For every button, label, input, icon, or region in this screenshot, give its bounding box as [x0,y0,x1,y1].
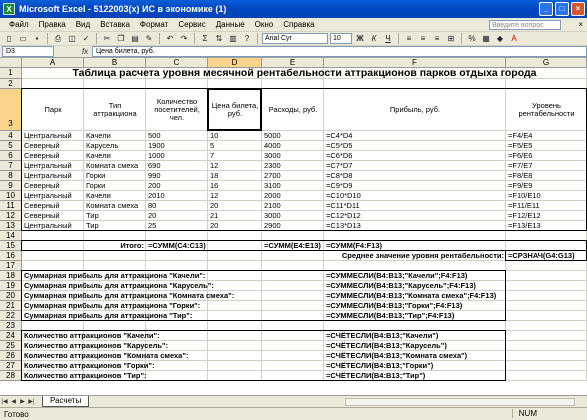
column-header-f[interactable]: F [324,58,506,68]
table-cell[interactable]: 2700 [264,171,281,180]
copy-icon[interactable]: ❐ [117,33,125,43]
row-header-18[interactable]: 18 [0,271,22,281]
menu-tools[interactable]: Сервис [178,20,206,29]
count-label[interactable]: Количество аттракционов "Качели": [24,331,160,340]
undo-icon[interactable]: ↶ [166,33,174,43]
table-cell[interactable]: 2000 [264,191,281,200]
table-cell[interactable]: Карусель [86,141,119,150]
sheet-tabs-bar [0,395,587,407]
format-painter-icon[interactable]: ✎ [145,33,153,43]
table-cell[interactable]: Тир [86,221,99,230]
table-cell[interactable]: Качели [86,131,111,140]
count-label[interactable]: Количество аттракционов "Карусель": [24,341,169,350]
excel-icon: X [3,3,15,15]
num-lock-indicator: NUM [512,409,537,418]
count-formula[interactable]: =СЧЁТЕСЛИ(B4:B13;"Тир") [326,371,426,380]
column-header-b[interactable]: B [84,58,146,68]
table-cell[interactable]: =C5*D5 [326,141,353,150]
table-cell[interactable]: =C11*D11 [326,201,360,210]
header-cell[interactable]: Тип аттракциона [93,100,137,118]
sheet-tab-calculations[interactable]: Расчеты [42,396,89,407]
merge-icon[interactable]: ⊞ [447,33,455,43]
sheet-title[interactable]: Таблица расчета уровня месячной рентабельности аттракционов парков отдыха города [72,68,537,78]
row-header-9[interactable]: 9 [0,181,22,191]
maximize-button[interactable]: □ [555,2,569,16]
table-cell[interactable]: =F8/E8 [508,171,533,180]
table-cell[interactable]: 2100 [264,201,281,210]
menu-file[interactable]: Файл [9,20,29,29]
table-cell[interactable]: Комната смеха [86,201,139,210]
table-cell[interactable]: =C12*D12 [326,211,361,220]
table-cell[interactable]: =F10/E10 [508,191,541,200]
sum-formula[interactable]: =СУММЕСЛИ(B4:B13;"Качели";F4:F13) [326,271,468,280]
table-cell[interactable]: 16 [210,181,219,190]
prev-sheet-icon[interactable]: ◀ [11,399,16,405]
underline-icon[interactable]: Ч [385,33,391,43]
autosum-icon[interactable]: Σ [202,33,208,43]
row-header-4[interactable]: 4 [0,131,22,141]
count-label[interactable]: Количество аттракционов "Тир": [24,371,147,380]
header-cell[interactable]: Цена билета, руб. [211,100,259,118]
toolbar [0,32,587,46]
row-header-1[interactable]: 1 [0,68,22,79]
table-cell[interactable]: =F12/E12 [508,211,541,220]
table-cell[interactable]: 1000 [148,151,165,160]
table-cell[interactable]: 2900 [264,221,281,230]
row-header-15[interactable]: 15 [0,241,22,251]
menu-bar [0,18,587,32]
total-expenses[interactable]: =СУММ(E4:E13) [264,241,321,250]
menu-data[interactable]: Данные [215,20,245,29]
row-header-5[interactable]: 5 [0,141,22,151]
count-formula[interactable]: =СЧЁТЕСЛИ(B4:B13;"Качели") [326,331,439,340]
table-cell[interactable]: 1900 [148,141,165,150]
row-header-26[interactable]: 26 [0,351,22,361]
table-cell[interactable]: 690 [148,161,161,170]
redo-icon[interactable]: ↷ [180,33,188,43]
row-header-22[interactable]: 22 [0,311,22,321]
print-icon[interactable]: ⎙ [54,33,62,43]
column-header-e[interactable]: E [262,58,324,68]
table-cell[interactable]: 200 [148,181,161,190]
select-all-corner[interactable] [0,58,22,68]
help-search-input[interactable]: Введите вопрос [489,20,561,30]
row-header-14[interactable]: 14 [0,231,22,241]
table-cell[interactable]: 990 [148,171,161,180]
align-left-icon[interactable]: ≡ [406,33,412,43]
table-cell[interactable]: Центральный [24,221,72,230]
table-cell[interactable]: 3100 [264,181,281,190]
average-formula[interactable]: =СРЗНАЧ(G4:G13) [508,251,575,260]
table-cell[interactable]: 20 [210,201,219,210]
table-cell[interactable]: =C4*D4 [326,131,353,140]
table-cell[interactable]: 3000 [264,211,281,220]
table-cell[interactable]: =C6*D6 [326,151,353,160]
title-bar [0,0,587,18]
gridline-v [505,68,506,381]
table-cell[interactable]: Комната смеха [86,161,139,170]
gridline-h [22,260,587,261]
table-cell[interactable]: Качели [86,151,111,160]
column-header-a[interactable]: A [22,58,84,68]
table-cell[interactable]: =F13/E13 [508,221,541,230]
table-cell[interactable]: Северный [24,211,60,220]
window-title: Microsoft Excel - 5122003(х) ИС в экономике (1) [19,4,227,14]
menu-format[interactable]: Формат [139,20,169,29]
table-cell[interactable]: 10 [210,131,219,140]
table-cell[interactable]: 12 [210,161,219,170]
table-cell[interactable]: 5 [210,141,215,150]
row-header-6[interactable]: 6 [0,151,22,161]
count-label[interactable]: Количество аттракционов "Комната смеха": [24,351,189,360]
name-box[interactable]: D3 [2,46,54,57]
menu-insert[interactable]: Вставка [100,20,130,29]
cut-icon[interactable]: ✂ [103,33,111,43]
table-cell[interactable]: =F5/E5 [508,141,533,150]
open-icon[interactable]: ▭ [19,33,27,43]
gridline-h [22,230,587,231]
table-cell[interactable]: Северный [24,201,60,210]
row-header-28[interactable]: 28 [0,371,22,381]
menu-help[interactable]: Справка [283,20,315,29]
table-cell[interactable]: 2300 [264,161,281,170]
gridline-h [22,380,587,381]
menu-view[interactable]: Вид [75,20,91,29]
table-cell[interactable]: 25 [148,221,157,230]
last-sheet-icon[interactable]: ▶| [28,399,35,405]
average-label[interactable]: Среднее значение уровня рентабельности: [341,251,504,260]
table-cell[interactable]: 5000 [264,131,281,140]
table-cell[interactable]: =C7*D7 [326,161,353,170]
table-cell[interactable]: =F9/E9 [508,181,533,190]
table-cell[interactable]: =C8*D8 [326,171,353,180]
gridline-v [323,68,324,381]
sum-label[interactable]: Суммарная прибыль для аттракциона "Тир": [24,311,193,320]
sum-label[interactable]: Суммарная прибыль для аттракциона "Карусель": [24,281,214,290]
status-text: Готово [4,409,29,419]
column-header-c[interactable]: C [146,58,208,68]
spreadsheet-grid[interactable] [0,58,587,395]
sum-formula[interactable]: =СУММЕСЛИ(B4:B13;"Горки";F4:F13) [326,301,463,310]
sum-formula[interactable]: =СУММЕСЛИ(B4:B13;"Тир";F4:F13) [326,311,455,320]
save-icon[interactable]: ▪ [35,33,39,43]
row-header-20[interactable]: 20 [0,291,22,301]
spellcheck-icon[interactable]: ✓ [82,33,90,43]
sort-icon[interactable]: ⇅ [215,33,223,43]
table-cell[interactable]: 7 [210,151,215,160]
sum-label[interactable]: Суммарная прибыль для аттракциона "Качели": [24,271,206,280]
new-icon[interactable]: ▯ [6,33,12,43]
formula-input[interactable]: Цена билета, руб. [92,46,587,57]
gridline-h [22,78,587,79]
header-cell[interactable]: Парк [44,104,62,114]
row-header-7[interactable]: 7 [0,161,22,171]
percent-icon[interactable]: % [468,33,476,43]
menu-edit[interactable]: Правка [38,20,66,29]
header-cell[interactable]: Количество посетителей, чел. [154,96,200,122]
count-formula[interactable]: =СЧЁТЕСЛИ(B4:B13;"Комната смеха") [326,351,468,360]
total-visitors[interactable]: =СУММ(C4:C13) [148,241,206,250]
row-header-13[interactable]: 13 [0,221,22,231]
table-cell[interactable]: 2010 [148,191,165,200]
formula-bar [0,46,587,58]
column-header-g[interactable]: G [506,58,587,68]
table-cell[interactable]: =F11/E11 [508,201,540,210]
table-cell[interactable]: =C10*D10 [326,191,361,200]
bold-icon[interactable]: Ж [356,33,364,43]
row-header-12[interactable]: 12 [0,211,22,221]
table-cell[interactable]: 20 [210,221,219,230]
align-right-icon[interactable]: ≡ [434,33,440,43]
table-cell[interactable]: Горки [86,181,106,190]
status-bar [0,407,587,420]
row-header-27[interactable]: 27 [0,361,22,371]
sum-formula[interactable]: =СУММЕСЛИ(B4:B13;"Карусель";F4:F13) [326,281,476,290]
fill-color-icon[interactable]: ◆ [496,33,504,43]
table-cell[interactable]: 20 [148,211,157,220]
column-header-d[interactable]: D [208,58,262,68]
row-header-10[interactable]: 10 [0,191,22,201]
row-header-2[interactable]: 2 [0,79,22,89]
table-cell[interactable]: =C13*D13 [326,221,361,230]
row-header-24[interactable]: 24 [0,331,22,341]
count-formula[interactable]: =СЧЁТЕСЛИ(B4:B13;"Карусель") [326,341,447,350]
borders-icon[interactable]: ▦ [482,33,490,43]
italic-icon[interactable]: К [371,33,377,43]
header-cell[interactable]: Прибыль, руб. [389,104,441,114]
close-workbook-icon[interactable]: × [578,20,583,29]
table-cell[interactable]: 3000 [264,151,281,160]
total-profit[interactable]: =СУММ(F4:F13) [326,241,383,250]
count-label[interactable]: Количество аттракционов "Горки": [24,361,155,370]
table-cell[interactable]: =F7/E7 [508,161,533,170]
table-cell[interactable]: =F6/E6 [508,151,533,160]
table-cell[interactable]: Качели [86,191,111,200]
table-cell[interactable]: 4000 [264,141,281,150]
paste-icon[interactable]: ▤ [131,33,139,43]
row-header-8[interactable]: 8 [0,171,22,181]
sum-formula[interactable]: =СУММЕСЛИ(B4:B13;"Комната смеха";F4:F13) [326,291,497,300]
menu-window[interactable]: Окно [254,20,274,29]
preview-icon[interactable]: ◫ [68,33,76,43]
gridline-h [22,320,587,321]
horizontal-scrollbar[interactable] [345,398,575,406]
row-header-25[interactable]: 25 [0,341,22,351]
close-button[interactable]: × [571,2,585,16]
row-header-3[interactable]: 3 [0,89,22,131]
first-sheet-icon[interactable]: |◀ [1,399,8,405]
table-cell[interactable]: Центральный [24,191,72,200]
row-header-21[interactable]: 21 [0,301,22,311]
table-cell[interactable]: Северный [24,151,60,160]
font-color-icon[interactable]: A [511,33,517,43]
row-header-11[interactable]: 11 [0,201,22,211]
table-cell[interactable]: 18 [210,171,219,180]
table-cell[interactable]: Центральный [24,161,72,170]
table-cell[interactable]: Центральный [24,171,72,180]
sum-label[interactable]: Суммарная прибыль для аттракциона "Комната смеха": [24,291,235,300]
table-cell[interactable]: =C9*D9 [326,181,353,190]
row-header-23[interactable]: 23 [0,321,22,331]
fx-icon[interactable]: fx [81,47,89,56]
table-cell[interactable]: Северный [24,181,60,190]
next-sheet-icon[interactable]: ▶ [20,399,25,405]
table-cell[interactable]: 500 [148,131,161,140]
align-center-icon[interactable]: ≡ [420,33,426,43]
total-label[interactable]: Итого: [120,241,144,250]
row-header-19[interactable]: 19 [0,281,22,291]
chart-icon[interactable]: ▥ [229,33,237,43]
font-size-select[interactable]: 10 [330,33,352,44]
row-header-17[interactable]: 17 [0,261,22,271]
row-header-16[interactable]: 16 [0,251,22,261]
table-cell[interactable]: 80 [148,201,157,210]
table-cell[interactable]: Центральный [24,131,72,140]
header-cell[interactable]: Уровень рентабельности [518,100,575,118]
table-cell[interactable]: =F4/E4 [508,131,533,140]
minimize-button[interactable]: _ [539,2,553,16]
table-cell[interactable]: Северный [24,141,60,150]
table-cell[interactable]: 12 [210,191,219,200]
table-cell[interactable]: Тир [86,211,99,220]
help-icon[interactable]: ? [244,33,250,43]
header-cell[interactable]: Расходы, руб. [268,104,318,114]
sum-label[interactable]: Суммарная прибыль для аттракциона "Горки": [24,301,201,310]
table-cell[interactable]: Горки [86,171,106,180]
table-cell[interactable]: 21 [210,211,219,220]
count-formula[interactable]: =СЧЁТЕСЛИ(B4:B13;"Горки") [326,361,434,370]
font-name-select[interactable]: Arial Cyr [262,33,328,44]
